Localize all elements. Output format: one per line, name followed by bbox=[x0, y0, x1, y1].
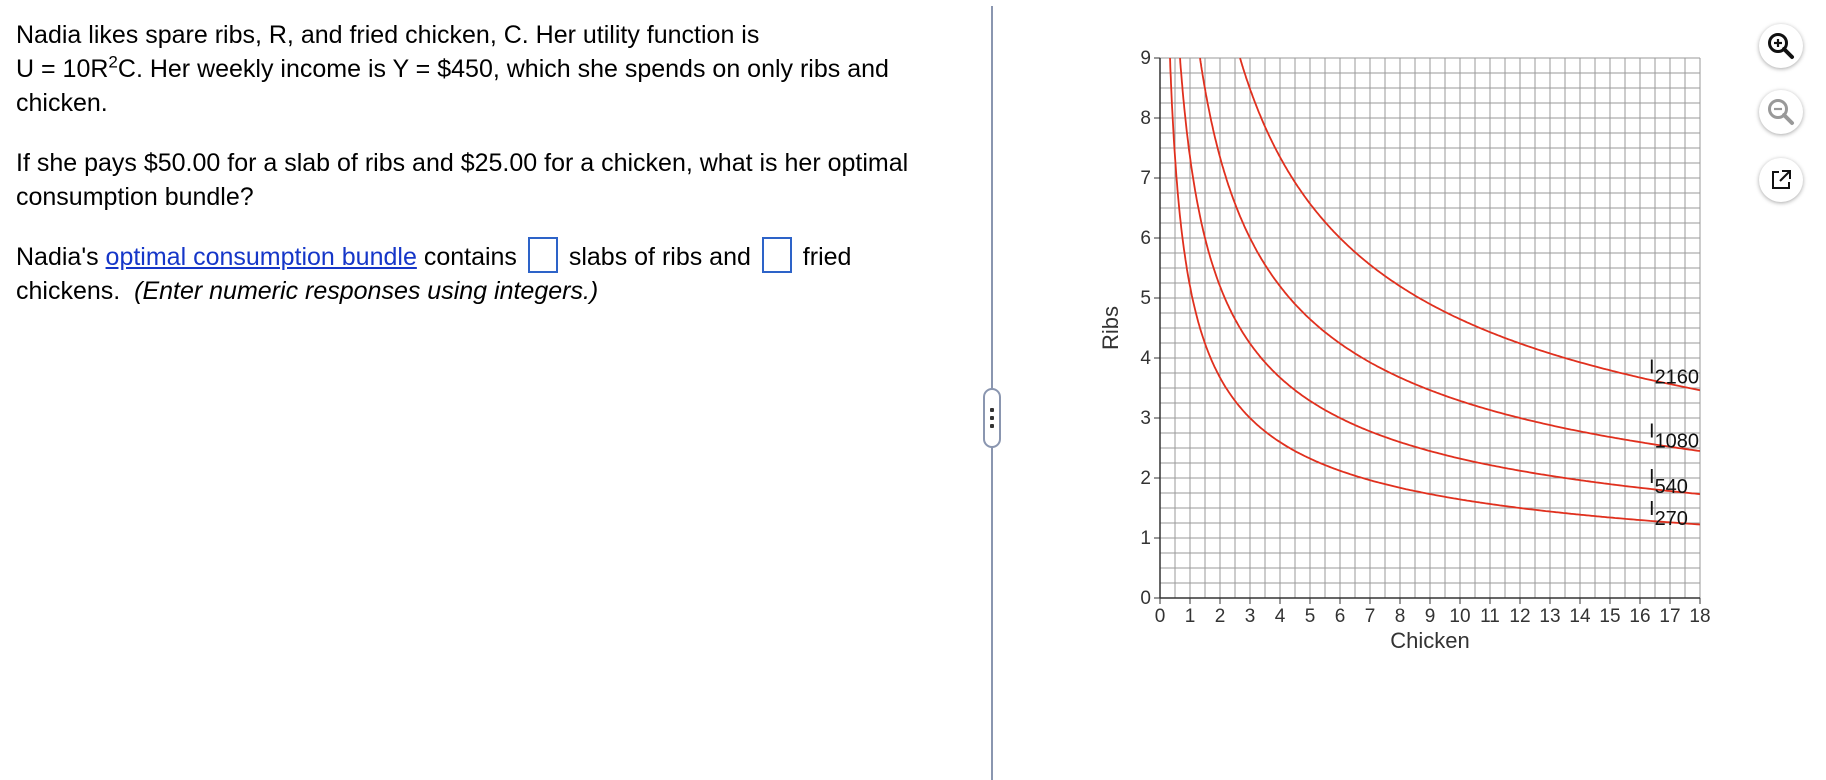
external-link-icon bbox=[1768, 167, 1794, 193]
answer-sentence: Nadia's optimal consumption bundle contains slabs of ribs and fried chickens. (Enter numeric responses using integers.) bbox=[16, 240, 946, 308]
x-tick-label: 18 bbox=[1689, 606, 1711, 627]
x-tick-label: 10 bbox=[1449, 606, 1471, 627]
ribs-answer-input[interactable] bbox=[528, 237, 558, 273]
indifference-curve-chart bbox=[1100, 40, 1740, 680]
x-tick-label: 8 bbox=[1394, 606, 1406, 627]
x-tick-label: 17 bbox=[1659, 606, 1681, 627]
x-tick-label: 7 bbox=[1364, 606, 1376, 627]
chart-svg bbox=[1100, 40, 1740, 680]
zoom-in-button[interactable] bbox=[1759, 24, 1803, 68]
indifference-curve-540 bbox=[1180, 58, 1700, 494]
curve-label-1080: I1080 bbox=[1649, 420, 1700, 453]
y-tick-label: 9 bbox=[1140, 48, 1151, 69]
y-tick-label: 6 bbox=[1140, 228, 1151, 249]
optimal-bundle-link[interactable]: optimal consumption bundle bbox=[105, 243, 417, 271]
curve-label-540: I540 bbox=[1649, 465, 1688, 498]
x-tick-label: 6 bbox=[1334, 606, 1346, 627]
x-tick-label: 5 bbox=[1304, 606, 1316, 627]
curve-label-2160: I2160 bbox=[1649, 356, 1700, 389]
curve-label-270: I270 bbox=[1649, 497, 1688, 530]
y-axis-label: Ribs bbox=[1100, 305, 1123, 351]
y-tick-label: 5 bbox=[1140, 288, 1151, 309]
x-tick-label: 3 bbox=[1244, 606, 1256, 627]
x-tick-label: 16 bbox=[1629, 606, 1651, 627]
y-tick-label: 7 bbox=[1140, 168, 1151, 189]
chicken-answer-input[interactable] bbox=[762, 237, 792, 273]
problem-statement: Nadia likes spare ribs, R, and fried chicken, C. Her utility function is $U = 10R^2C$. Her weekly income is Y = $450, which she spends on only ribs and chicken. bbox=[16, 21, 889, 117]
x-tick-label: 13 bbox=[1539, 606, 1561, 627]
x-axis-label: Chicken bbox=[1390, 628, 1470, 653]
y-tick-label: 3 bbox=[1140, 408, 1151, 429]
popout-button[interactable] bbox=[1759, 158, 1803, 202]
zoom-out-icon bbox=[1766, 97, 1796, 127]
y-tick-label: 1 bbox=[1140, 528, 1151, 549]
x-tick-label: 11 bbox=[1480, 606, 1500, 627]
y-tick-label: 2 bbox=[1140, 468, 1151, 489]
question-text bbox=[16, 18, 946, 334]
x-tick-label: 2 bbox=[1214, 606, 1226, 627]
zoom-out-button[interactable] bbox=[1759, 90, 1803, 134]
pane-resize-handle[interactable] bbox=[983, 388, 1001, 448]
answer-instructions: (Enter numeric responses using integers.) bbox=[134, 277, 599, 305]
x-tick-label: 1 bbox=[1184, 606, 1196, 627]
x-tick-label: 9 bbox=[1424, 606, 1436, 627]
x-tick-label: 4 bbox=[1274, 606, 1286, 627]
x-tick-label: 14 bbox=[1569, 606, 1591, 627]
y-tick-label: 4 bbox=[1140, 348, 1151, 369]
x-tick-label: 12 bbox=[1509, 606, 1531, 627]
x-tick-label: 15 bbox=[1599, 606, 1621, 627]
y-tick-label: 8 bbox=[1140, 108, 1151, 129]
y-tick-label: 0 bbox=[1140, 588, 1151, 609]
zoom-in-icon bbox=[1766, 31, 1796, 61]
question-prompt: If she pays $50.00 for a slab of ribs and $25.00 for a chicken, what is her optimal consumption bundle? bbox=[16, 149, 909, 211]
x-tick-label: 0 bbox=[1154, 606, 1166, 627]
indifference-curve-2160 bbox=[1240, 58, 1700, 390]
